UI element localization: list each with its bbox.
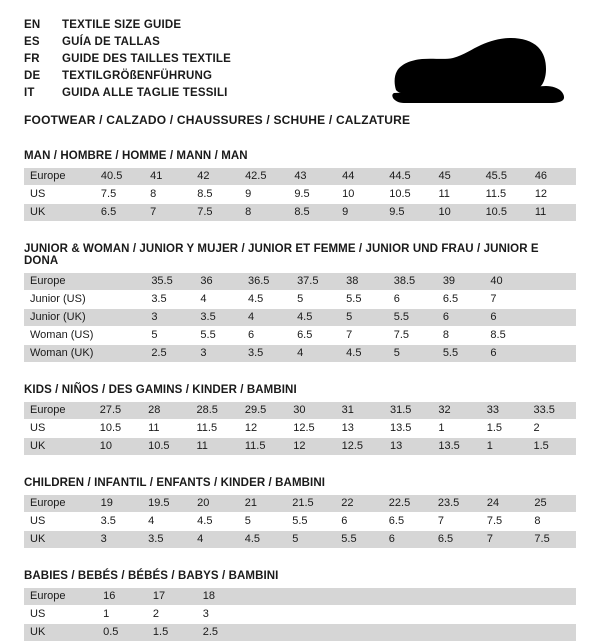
size-cell: 10.5 — [480, 204, 529, 221]
size-cell: 36.5 — [242, 273, 291, 290]
size-cell: 41 — [144, 168, 191, 185]
size-cell — [101, 309, 145, 326]
size-table-body — [24, 495, 576, 548]
size-cell: 3 — [145, 309, 194, 326]
size-cell: 6.5 — [383, 513, 432, 530]
size-cell: 5 — [388, 345, 437, 362]
size-cell: 19 — [95, 495, 143, 512]
size-cell: 8 — [239, 204, 288, 221]
size-table-body — [24, 168, 576, 221]
row-label: Europe — [24, 168, 95, 185]
size-cell: 32 — [432, 402, 480, 419]
size-cell — [294, 588, 341, 605]
size-table — [24, 495, 576, 548]
size-cell: 3.5 — [95, 513, 143, 530]
size-cell: 4 — [194, 291, 242, 308]
size-cell: 12.5 — [336, 438, 384, 455]
size-cell: 44.5 — [383, 168, 432, 185]
table-row — [24, 513, 576, 530]
language-title: GUÍA DE TALLAS — [62, 36, 160, 48]
size-cell: 4.5 — [191, 513, 239, 530]
table-row — [24, 204, 576, 221]
size-table — [24, 168, 576, 221]
table-row — [24, 402, 576, 419]
size-cell: 21.5 — [286, 495, 335, 512]
size-cell: 11.5 — [480, 186, 529, 203]
size-cell: 19.5 — [142, 495, 191, 512]
size-cell: 6 — [242, 327, 291, 344]
size-cell: 7.5 — [481, 513, 529, 530]
language-code: EN — [24, 19, 41, 31]
size-cell — [435, 624, 482, 641]
size-cell: 36 — [194, 273, 242, 290]
size-cell: 7 — [484, 291, 532, 308]
size-cell: 6 — [383, 531, 432, 548]
size-cell: 10 — [336, 186, 383, 203]
size-cell: 2 — [527, 420, 576, 437]
size-cell: 28 — [142, 402, 190, 419]
size-cell: 12 — [239, 420, 287, 437]
language-row — [24, 86, 231, 103]
size-cell: 16 — [97, 588, 147, 605]
size-cell: 7.5 — [528, 531, 576, 548]
size-cell: 5 — [291, 291, 340, 308]
size-section-title: MAN / HOMBRE / HOMME / MANN / MAN — [24, 150, 248, 162]
size-section-title: CHILDREN / INFANTIL / ENFANTS / KINDER / BAMBINI — [24, 477, 326, 489]
size-cell: 7.5 — [191, 204, 239, 221]
size-cell: 10.5 — [94, 420, 142, 437]
size-cell: 5.5 — [437, 345, 485, 362]
size-cell: 13.5 — [432, 438, 480, 455]
size-cell: 6.5 — [291, 327, 340, 344]
size-cell: 2.5 — [145, 345, 194, 362]
size-cell — [529, 606, 576, 623]
row-label: US — [24, 606, 97, 623]
size-section-title: JUNIOR & WOMAN / JUNIOR Y MUJER / JUNIOR ET FEMME / JUNIOR UND FRAU / JUNIOR E DONA — [24, 243, 539, 267]
size-cell: 46 — [529, 168, 576, 185]
size-cell: 22.5 — [383, 495, 432, 512]
size-cell: 31 — [336, 402, 384, 419]
size-cell: 21 — [239, 495, 287, 512]
language-code: IT — [24, 87, 35, 99]
size-cell: 3.5 — [194, 309, 242, 326]
size-cell: 44 — [336, 168, 383, 185]
size-cell: 18 — [197, 588, 247, 605]
size-section — [24, 150, 576, 221]
size-cell: 3.5 — [145, 291, 194, 308]
size-cell: 33.5 — [527, 402, 576, 419]
size-cell: 43 — [288, 168, 336, 185]
size-cell: 3 — [197, 606, 247, 623]
size-section-title: KIDS / NIÑOS / DES GAMINS / KINDER / BAMBINI — [24, 384, 297, 396]
size-cell: 45.5 — [480, 168, 529, 185]
size-cell: 33 — [481, 402, 528, 419]
language-row — [24, 69, 231, 86]
size-cell: 13 — [336, 420, 384, 437]
size-cell: 7 — [340, 327, 388, 344]
size-cell: 10.5 — [142, 438, 190, 455]
size-section-title: BABIES / BEBÉS / BÉBÉS / BABYS / BAMBINI — [24, 570, 279, 582]
size-cell: 0.5 — [97, 624, 147, 641]
size-cell: 23.5 — [432, 495, 481, 512]
size-cell: 4 — [291, 345, 340, 362]
table-row — [24, 345, 576, 362]
row-label: UK — [24, 624, 97, 641]
language-title: TEXTILGRÖßENFÜHRUNG — [62, 70, 213, 82]
size-cell: 27.5 — [94, 402, 142, 419]
size-cell: 9 — [239, 186, 288, 203]
table-row — [24, 273, 576, 290]
row-label: US — [24, 420, 94, 437]
language-row — [24, 35, 231, 52]
size-cell: 40 — [484, 273, 532, 290]
size-section — [24, 570, 576, 641]
size-cell: 2 — [147, 606, 197, 623]
size-cell: 25 — [528, 495, 576, 512]
size-cell — [435, 588, 482, 605]
table-row — [24, 168, 576, 185]
row-label: Junior (UK) — [24, 309, 101, 326]
size-cell: 11.5 — [190, 420, 238, 437]
language-title: GUIDE DES TAILLES TEXTILE — [62, 53, 231, 65]
size-table-body — [24, 588, 576, 641]
size-cell: 6.5 — [95, 204, 144, 221]
size-cell: 2.5 — [197, 624, 247, 641]
size-cell: 39 — [437, 273, 485, 290]
table-row — [24, 588, 576, 605]
size-cell — [341, 624, 388, 641]
size-table-body — [24, 273, 576, 362]
size-cell — [388, 624, 435, 641]
size-cell: 37.5 — [291, 273, 340, 290]
row-label: UK — [24, 531, 95, 548]
size-cell: 5 — [145, 327, 194, 344]
size-cell: 4 — [242, 309, 291, 326]
language-row — [24, 52, 231, 69]
size-cell: 5.5 — [286, 513, 335, 530]
size-cell: 6 — [484, 309, 532, 326]
size-cell — [529, 588, 576, 605]
size-cell: 7 — [432, 513, 481, 530]
size-cell — [532, 345, 576, 362]
size-cell: 8.5 — [484, 327, 532, 344]
size-cell: 9 — [336, 204, 383, 221]
size-cell: 1.5 — [527, 438, 576, 455]
size-cell: 10 — [94, 438, 142, 455]
size-cell: 6.5 — [432, 531, 481, 548]
language-title: GUIDA ALLE TAGLIE TESSILI — [62, 87, 228, 99]
table-row — [24, 624, 576, 641]
size-cell: 6 — [335, 513, 383, 530]
size-cell: 6 — [484, 345, 532, 362]
row-label: Europe — [24, 273, 101, 290]
size-cell: 12.5 — [287, 420, 335, 437]
size-cell: 4.5 — [239, 531, 287, 548]
size-cell: 29.5 — [239, 402, 287, 419]
size-cell: 38.5 — [388, 273, 437, 290]
size-cell — [529, 624, 576, 641]
size-cell — [247, 624, 294, 641]
size-cell: 42.5 — [239, 168, 288, 185]
size-cell — [532, 327, 576, 344]
size-cell: 5 — [340, 309, 388, 326]
size-cell: 8.5 — [288, 204, 336, 221]
size-cell: 3 — [95, 531, 143, 548]
row-label: US — [24, 513, 95, 530]
size-cell: 5.5 — [340, 291, 388, 308]
size-cell — [341, 588, 388, 605]
size-cell: 11 — [432, 186, 479, 203]
size-cell: 5 — [286, 531, 335, 548]
size-cell — [101, 291, 145, 308]
size-cell — [388, 588, 435, 605]
table-row — [24, 420, 576, 437]
size-cell: 7.5 — [388, 327, 437, 344]
size-cell: 40.5 — [95, 168, 144, 185]
size-cell: 12 — [529, 186, 576, 203]
size-cell: 8 — [144, 186, 191, 203]
table-row — [24, 327, 576, 344]
size-cell: 12 — [287, 438, 335, 455]
size-cell: 10.5 — [383, 186, 432, 203]
size-cell: 11 — [190, 438, 238, 455]
language-title-list-body — [24, 18, 231, 103]
table-row — [24, 291, 576, 308]
language-row — [24, 18, 231, 35]
size-cell: 13.5 — [384, 420, 432, 437]
size-cell: 1 — [432, 420, 480, 437]
table-row — [24, 495, 576, 512]
size-cell — [341, 606, 388, 623]
size-section — [24, 243, 576, 362]
size-cell: 7 — [481, 531, 529, 548]
row-label: Woman (US) — [24, 327, 101, 344]
table-row — [24, 309, 576, 326]
size-cell: 42 — [191, 168, 239, 185]
size-cell: 11 — [142, 420, 190, 437]
size-cell: 11.5 — [239, 438, 287, 455]
size-cell: 30 — [287, 402, 335, 419]
size-cell: 3 — [194, 345, 242, 362]
size-sections — [24, 150, 576, 641]
size-cell: 10 — [432, 204, 479, 221]
page-header — [24, 18, 576, 127]
dress-shoe-icon — [380, 36, 570, 108]
size-cell: 8.5 — [191, 186, 239, 203]
size-cell: 4 — [142, 513, 191, 530]
size-cell — [247, 588, 294, 605]
size-cell: 4 — [191, 531, 239, 548]
language-title-list — [24, 18, 231, 103]
row-label: US — [24, 186, 95, 203]
size-cell: 31.5 — [384, 402, 432, 419]
size-cell — [435, 606, 482, 623]
size-cell: 4.5 — [291, 309, 340, 326]
size-section — [24, 384, 576, 455]
size-cell: 35.5 — [145, 273, 194, 290]
size-cell: 4.5 — [340, 345, 388, 362]
size-cell: 8 — [437, 327, 485, 344]
size-cell — [482, 588, 529, 605]
table-row — [24, 186, 576, 203]
size-cell: 13 — [384, 438, 432, 455]
size-cell — [388, 606, 435, 623]
size-cell: 11 — [529, 204, 576, 221]
table-row — [24, 438, 576, 455]
category-heading: FOOTWEAR / CALZADO / CHAUSSURES / SCHUHE / CALZATURE — [24, 113, 411, 127]
table-row — [24, 606, 576, 623]
language-code: DE — [24, 70, 41, 82]
size-table-body — [24, 402, 576, 455]
size-cell — [247, 606, 294, 623]
size-cell: 24 — [481, 495, 529, 512]
size-cell: 5.5 — [388, 309, 437, 326]
size-cell: 28.5 — [190, 402, 238, 419]
size-cell: 7 — [144, 204, 191, 221]
size-cell: 3.5 — [142, 531, 191, 548]
size-cell: 38 — [340, 273, 388, 290]
size-cell — [482, 606, 529, 623]
size-cell: 4.5 — [242, 291, 291, 308]
size-table — [24, 402, 576, 455]
row-label: Woman (UK) — [24, 345, 101, 362]
size-cell — [294, 606, 341, 623]
language-title: TEXTILE SIZE GUIDE — [62, 19, 182, 31]
size-cell: 9.5 — [288, 186, 336, 203]
language-code: FR — [24, 53, 40, 65]
size-cell — [532, 291, 576, 308]
size-cell: 1.5 — [147, 624, 197, 641]
size-table — [24, 273, 576, 362]
size-cell — [294, 624, 341, 641]
size-cell — [532, 273, 576, 290]
size-cell: 20 — [191, 495, 239, 512]
size-cell: 3.5 — [242, 345, 291, 362]
size-cell: 45 — [432, 168, 479, 185]
size-cell: 17 — [147, 588, 197, 605]
size-cell: 5.5 — [194, 327, 242, 344]
row-label: Europe — [24, 495, 95, 512]
size-cell: 6.5 — [437, 291, 485, 308]
size-cell — [101, 327, 145, 344]
row-label: Europe — [24, 402, 94, 419]
size-cell — [101, 273, 145, 290]
language-code: ES — [24, 36, 40, 48]
size-cell: 5 — [239, 513, 287, 530]
size-cell: 22 — [335, 495, 383, 512]
size-section — [24, 477, 576, 548]
size-cell: 6 — [388, 291, 437, 308]
size-cell: 8 — [528, 513, 576, 530]
size-cell — [482, 624, 529, 641]
size-cell — [101, 345, 145, 362]
table-row — [24, 531, 576, 548]
size-cell: 9.5 — [383, 204, 432, 221]
size-cell — [532, 309, 576, 326]
size-cell: 6 — [437, 309, 485, 326]
row-label: Junior (US) — [24, 291, 101, 308]
size-cell: 1 — [481, 438, 528, 455]
size-cell: 1.5 — [481, 420, 528, 437]
size-table — [24, 588, 576, 641]
size-cell: 1 — [97, 606, 147, 623]
size-cell: 5.5 — [335, 531, 383, 548]
size-cell: 7.5 — [95, 186, 144, 203]
row-label: UK — [24, 204, 95, 221]
row-label: Europe — [24, 588, 97, 605]
row-label: UK — [24, 438, 94, 455]
